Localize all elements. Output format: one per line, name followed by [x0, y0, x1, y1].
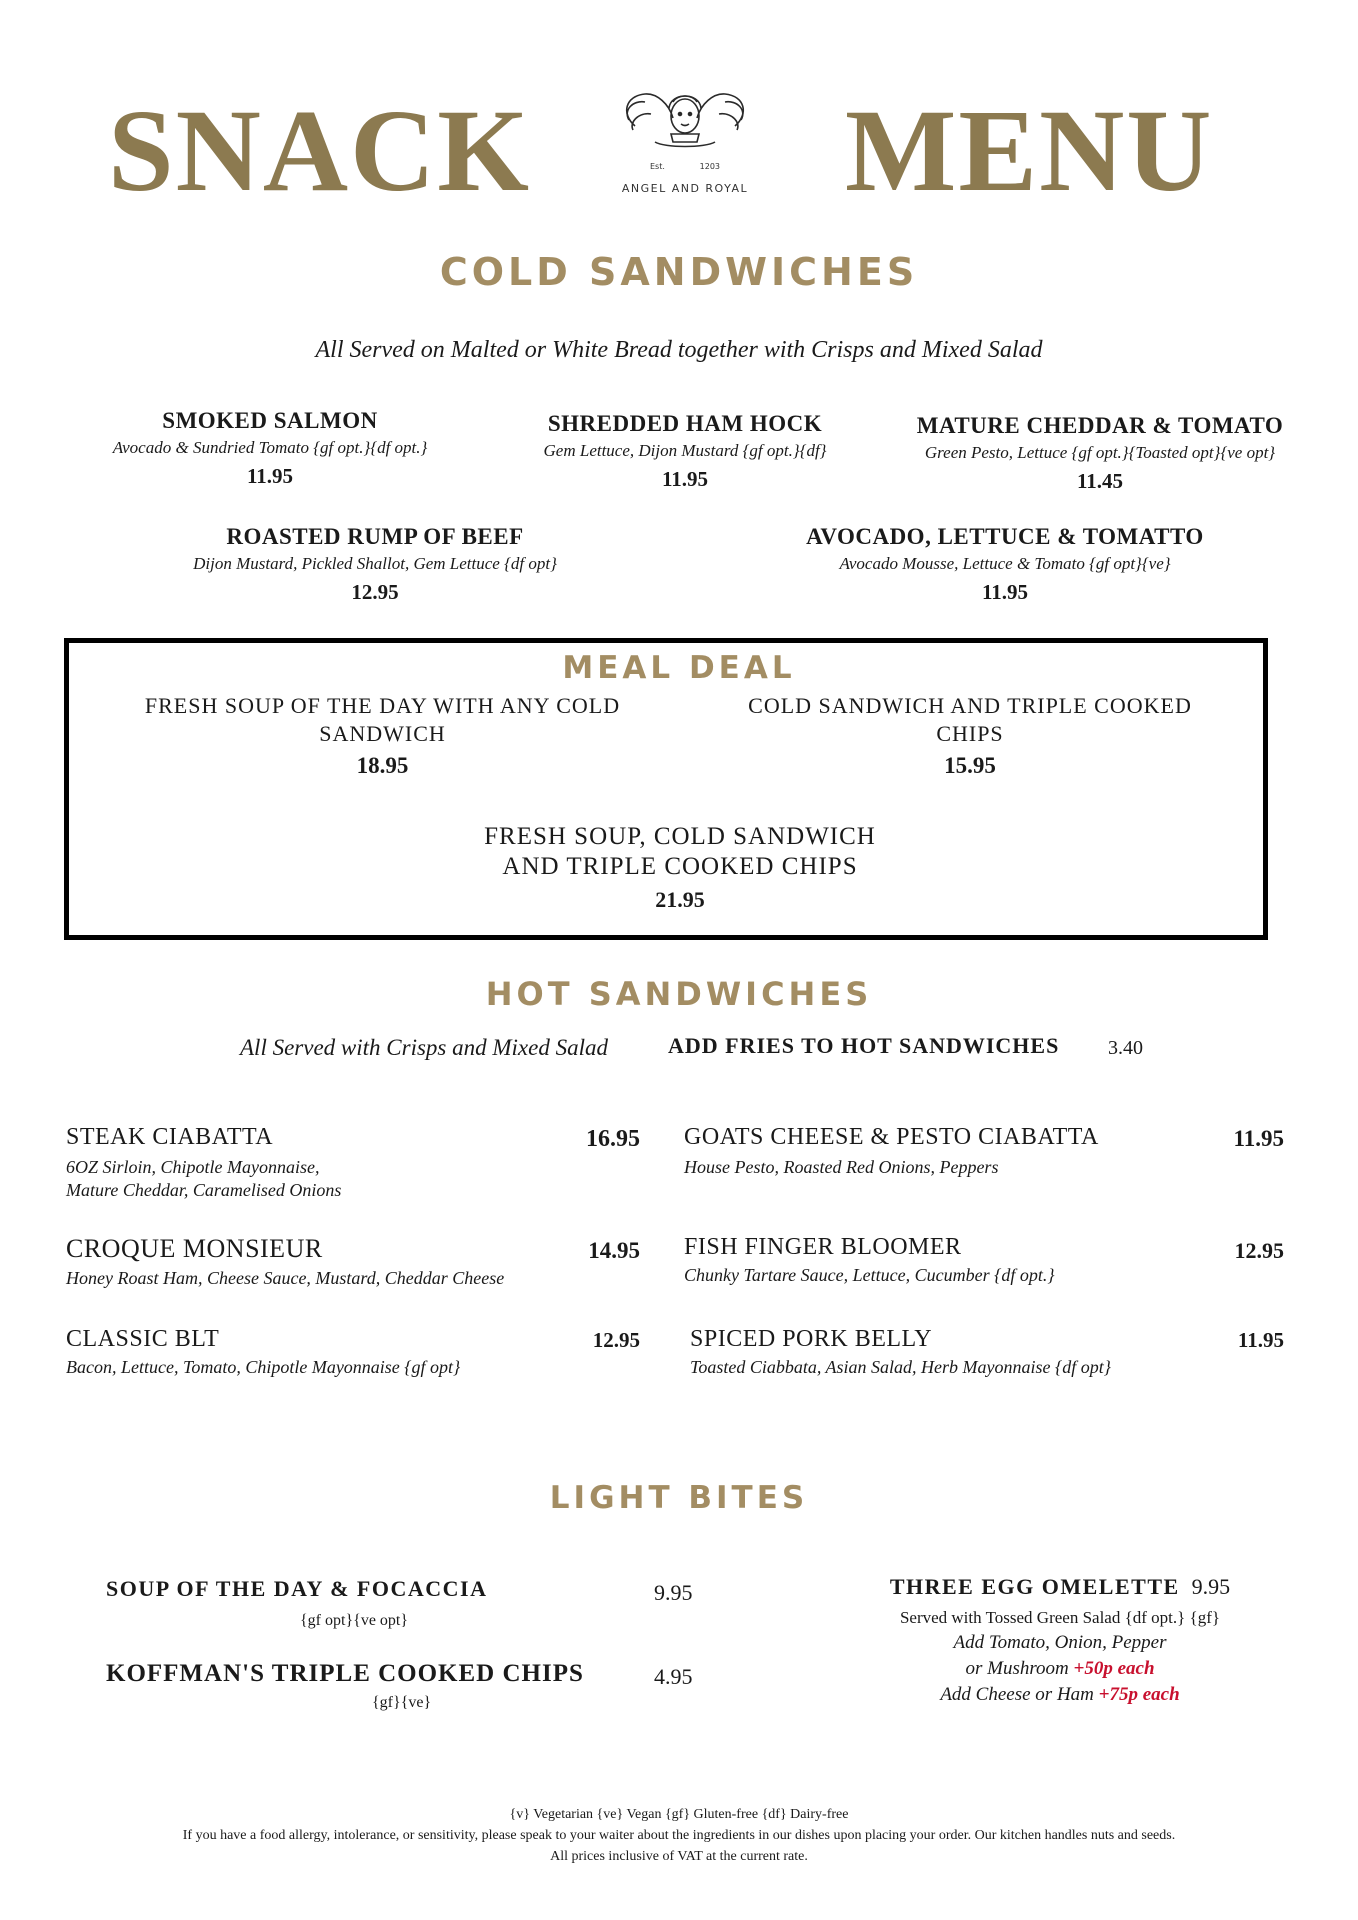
- logo-year: 1203: [699, 162, 720, 171]
- item-desc: Avocado Mousse, Lettuce & Tomato {gf opt}{ve}: [839, 554, 1171, 573]
- hot-intro: All Served with Crisps and Mixed Salad: [240, 1035, 608, 1060]
- item-price: 12.95: [1234, 1238, 1284, 1263]
- omelette-line3-price: +50p each: [1073, 1658, 1155, 1679]
- item-name: CROQUE MONSIEUR: [66, 1234, 323, 1263]
- item-name: AVOCADO, LETTUCE & TOMATTO: [806, 524, 1204, 549]
- item-name-line2: CHIPS: [936, 721, 1004, 746]
- item-price: 9.95: [1191, 1574, 1231, 1599]
- item-name-line1: COLD SANDWICH AND TRIPLE COOKED: [748, 693, 1192, 718]
- omelette-name-row: [860, 1574, 1260, 1600]
- item-price: 15.95: [944, 753, 996, 778]
- item-price: 12.95: [351, 580, 399, 604]
- item-name: ROASTED RUMP OF BEEF: [226, 524, 524, 549]
- hot-item: [66, 1234, 646, 1289]
- omelette-line4: [860, 1684, 1260, 1706]
- item-name: MATURE CHEDDAR & TOMATO: [916, 413, 1284, 438]
- item-name-line2: SANDWICH: [319, 721, 446, 746]
- item-name-line2: AND TRIPLE COOKED CHIPS: [502, 853, 858, 880]
- logo: [600, 80, 770, 200]
- fries-addon-price: 3.40: [1108, 1037, 1143, 1059]
- section-title-meal-deal: MEAL DEAL: [562, 650, 796, 686]
- hot-item: [690, 1326, 1284, 1378]
- item-desc: Toasted Ciabbata, Asian Salad, Herb Mayonnaise {df opt}: [690, 1357, 1111, 1377]
- omelette-line4-price: +75p each: [1098, 1684, 1180, 1705]
- title-menu: MENU: [845, 85, 1214, 216]
- item-price: 21.95: [655, 887, 705, 912]
- item-name: CLASSIC BLT: [66, 1326, 220, 1352]
- cold-item: [780, 524, 1230, 605]
- cold-intro: All Served on Malted or White Bread together with Crisps and Mixed Salad: [315, 337, 1043, 363]
- item-desc: Mature Cheddar, Caramelised Onions: [66, 1180, 342, 1200]
- item-name-line1: FRESH SOUP OF THE DAY WITH ANY COLD: [144, 693, 621, 718]
- cold-item: [80, 408, 460, 489]
- item-name: SMOKED SALMON: [162, 408, 378, 433]
- hot-item: [66, 1124, 646, 1201]
- item-price: 16.95: [586, 1126, 640, 1152]
- hot-item: [66, 1326, 646, 1378]
- fries-addon: [668, 1033, 1188, 1059]
- omelette-line2: Add Tomato, Onion, Pepper: [953, 1632, 1167, 1653]
- item-desc: Bacon, Lettuce, Tomato, Chipotle Mayonnaise {gf opt}: [66, 1357, 461, 1377]
- omelette-line3: [860, 1658, 1260, 1680]
- item-desc: 6OZ Sirloin, Chipotle Mayonnaise,: [66, 1157, 320, 1177]
- item-name: SPICED PORK BELLY: [690, 1326, 933, 1352]
- item-name: STEAK CIABATTA: [66, 1124, 274, 1150]
- section-title-hot: HOT SANDWICHES: [485, 975, 873, 1013]
- cold-item: [495, 411, 875, 492]
- item-desc: Green Pesto, Lettuce {gf opt.}{Toasted opt}{ve opt}: [924, 443, 1276, 462]
- omelette-line4-text: Add Cheese or Ham: [940, 1684, 1094, 1705]
- item-price: 9.95: [654, 1580, 693, 1605]
- section-title-light: LIGHT BITES: [549, 1480, 809, 1516]
- item-price: 4.95: [654, 1664, 693, 1689]
- fries-addon-label: ADD FRIES TO HOT SANDWICHES: [668, 1033, 1060, 1058]
- item-desc: House Pesto, Roasted Red Onions, Peppers: [684, 1157, 999, 1177]
- light-item: [106, 1576, 706, 1630]
- footer-vat: All prices inclusive of VAT at the current rate.: [550, 1849, 808, 1864]
- deal-item: [380, 823, 980, 913]
- section-title-cold: COLD SANDWICHES: [439, 250, 919, 294]
- item-price: 18.95: [356, 753, 409, 778]
- item-desc: Gem Lettuce, Dijon Mustard {gf opt.}{df}: [543, 441, 827, 460]
- item-desc: Avocado & Sundried Tomato {gf opt.}{df opt.}: [112, 438, 428, 457]
- item-name: FISH FINGER BLOOMER: [684, 1234, 962, 1260]
- item-price: 11.95: [981, 580, 1029, 604]
- item-name-line1: FRESH SOUP, COLD SANDWICH: [484, 823, 876, 850]
- item-desc: Dijon Mustard, Pickled Shallot, Gem Lettuce {df opt}: [193, 554, 557, 573]
- angel-crest-icon: [615, 80, 755, 162]
- hot-item: [684, 1124, 1284, 1178]
- item-name: SHREDDED HAM HOCK: [547, 411, 823, 436]
- item-price: 11.95: [246, 464, 294, 488]
- item-price: 11.95: [1237, 1328, 1284, 1352]
- item-desc: {gf}{ve}: [372, 1694, 432, 1711]
- title-snack: SNACK: [108, 85, 532, 216]
- item-name: THREE EGG OMELETTE: [889, 1574, 1180, 1599]
- logo-name: ANGEL AND ROYAL: [621, 182, 749, 195]
- cold-item: [140, 524, 610, 605]
- omelette-line3-text: or Mushroom: [965, 1658, 1069, 1679]
- cold-item: [885, 413, 1315, 494]
- footer-legend: {v} Vegetarian {ve} Vegan {gf} Gluten-free {df} Dairy-free: [509, 1807, 849, 1822]
- logo-est: Est.: [650, 162, 665, 171]
- omelette-item: [860, 1574, 1260, 1706]
- item-price: 11.95: [661, 467, 709, 491]
- item-price: 12.95: [592, 1328, 640, 1352]
- item-desc: Chunky Tartare Sauce, Lettuce, Cucumber {df opt.}: [684, 1265, 1055, 1285]
- light-item: [106, 1660, 706, 1712]
- item-name: SOUP OF THE DAY & FOCACCIA: [106, 1576, 488, 1601]
- item-price: 11.45: [1076, 469, 1124, 493]
- item-price: 14.95: [588, 1238, 640, 1263]
- omelette-line1: Served with Tossed Green Salad {df opt.} {gf}: [899, 1608, 1221, 1627]
- item-price: 11.95: [1233, 1126, 1284, 1151]
- item-desc: Honey Roast Ham, Cheese Sauce, Mustard, Cheddar Cheese: [66, 1268, 505, 1288]
- hot-item: [684, 1234, 1284, 1286]
- deal-item: [710, 693, 1230, 779]
- item-name: GOATS CHEESE & PESTO CIABATTA: [684, 1124, 1099, 1150]
- item-desc: {gf opt}{ve opt}: [300, 1612, 409, 1629]
- footer-allergy: If you have a food allergy, intolerance, or sensitivity, please speak to your waiter about the ingredients in our dishes upon placing your order. Our kitchen handles nuts and seeds.: [182, 1828, 1176, 1843]
- deal-item: [105, 693, 660, 779]
- item-name: KOFFMAN'S TRIPLE COOKED CHIPS: [106, 1660, 584, 1687]
